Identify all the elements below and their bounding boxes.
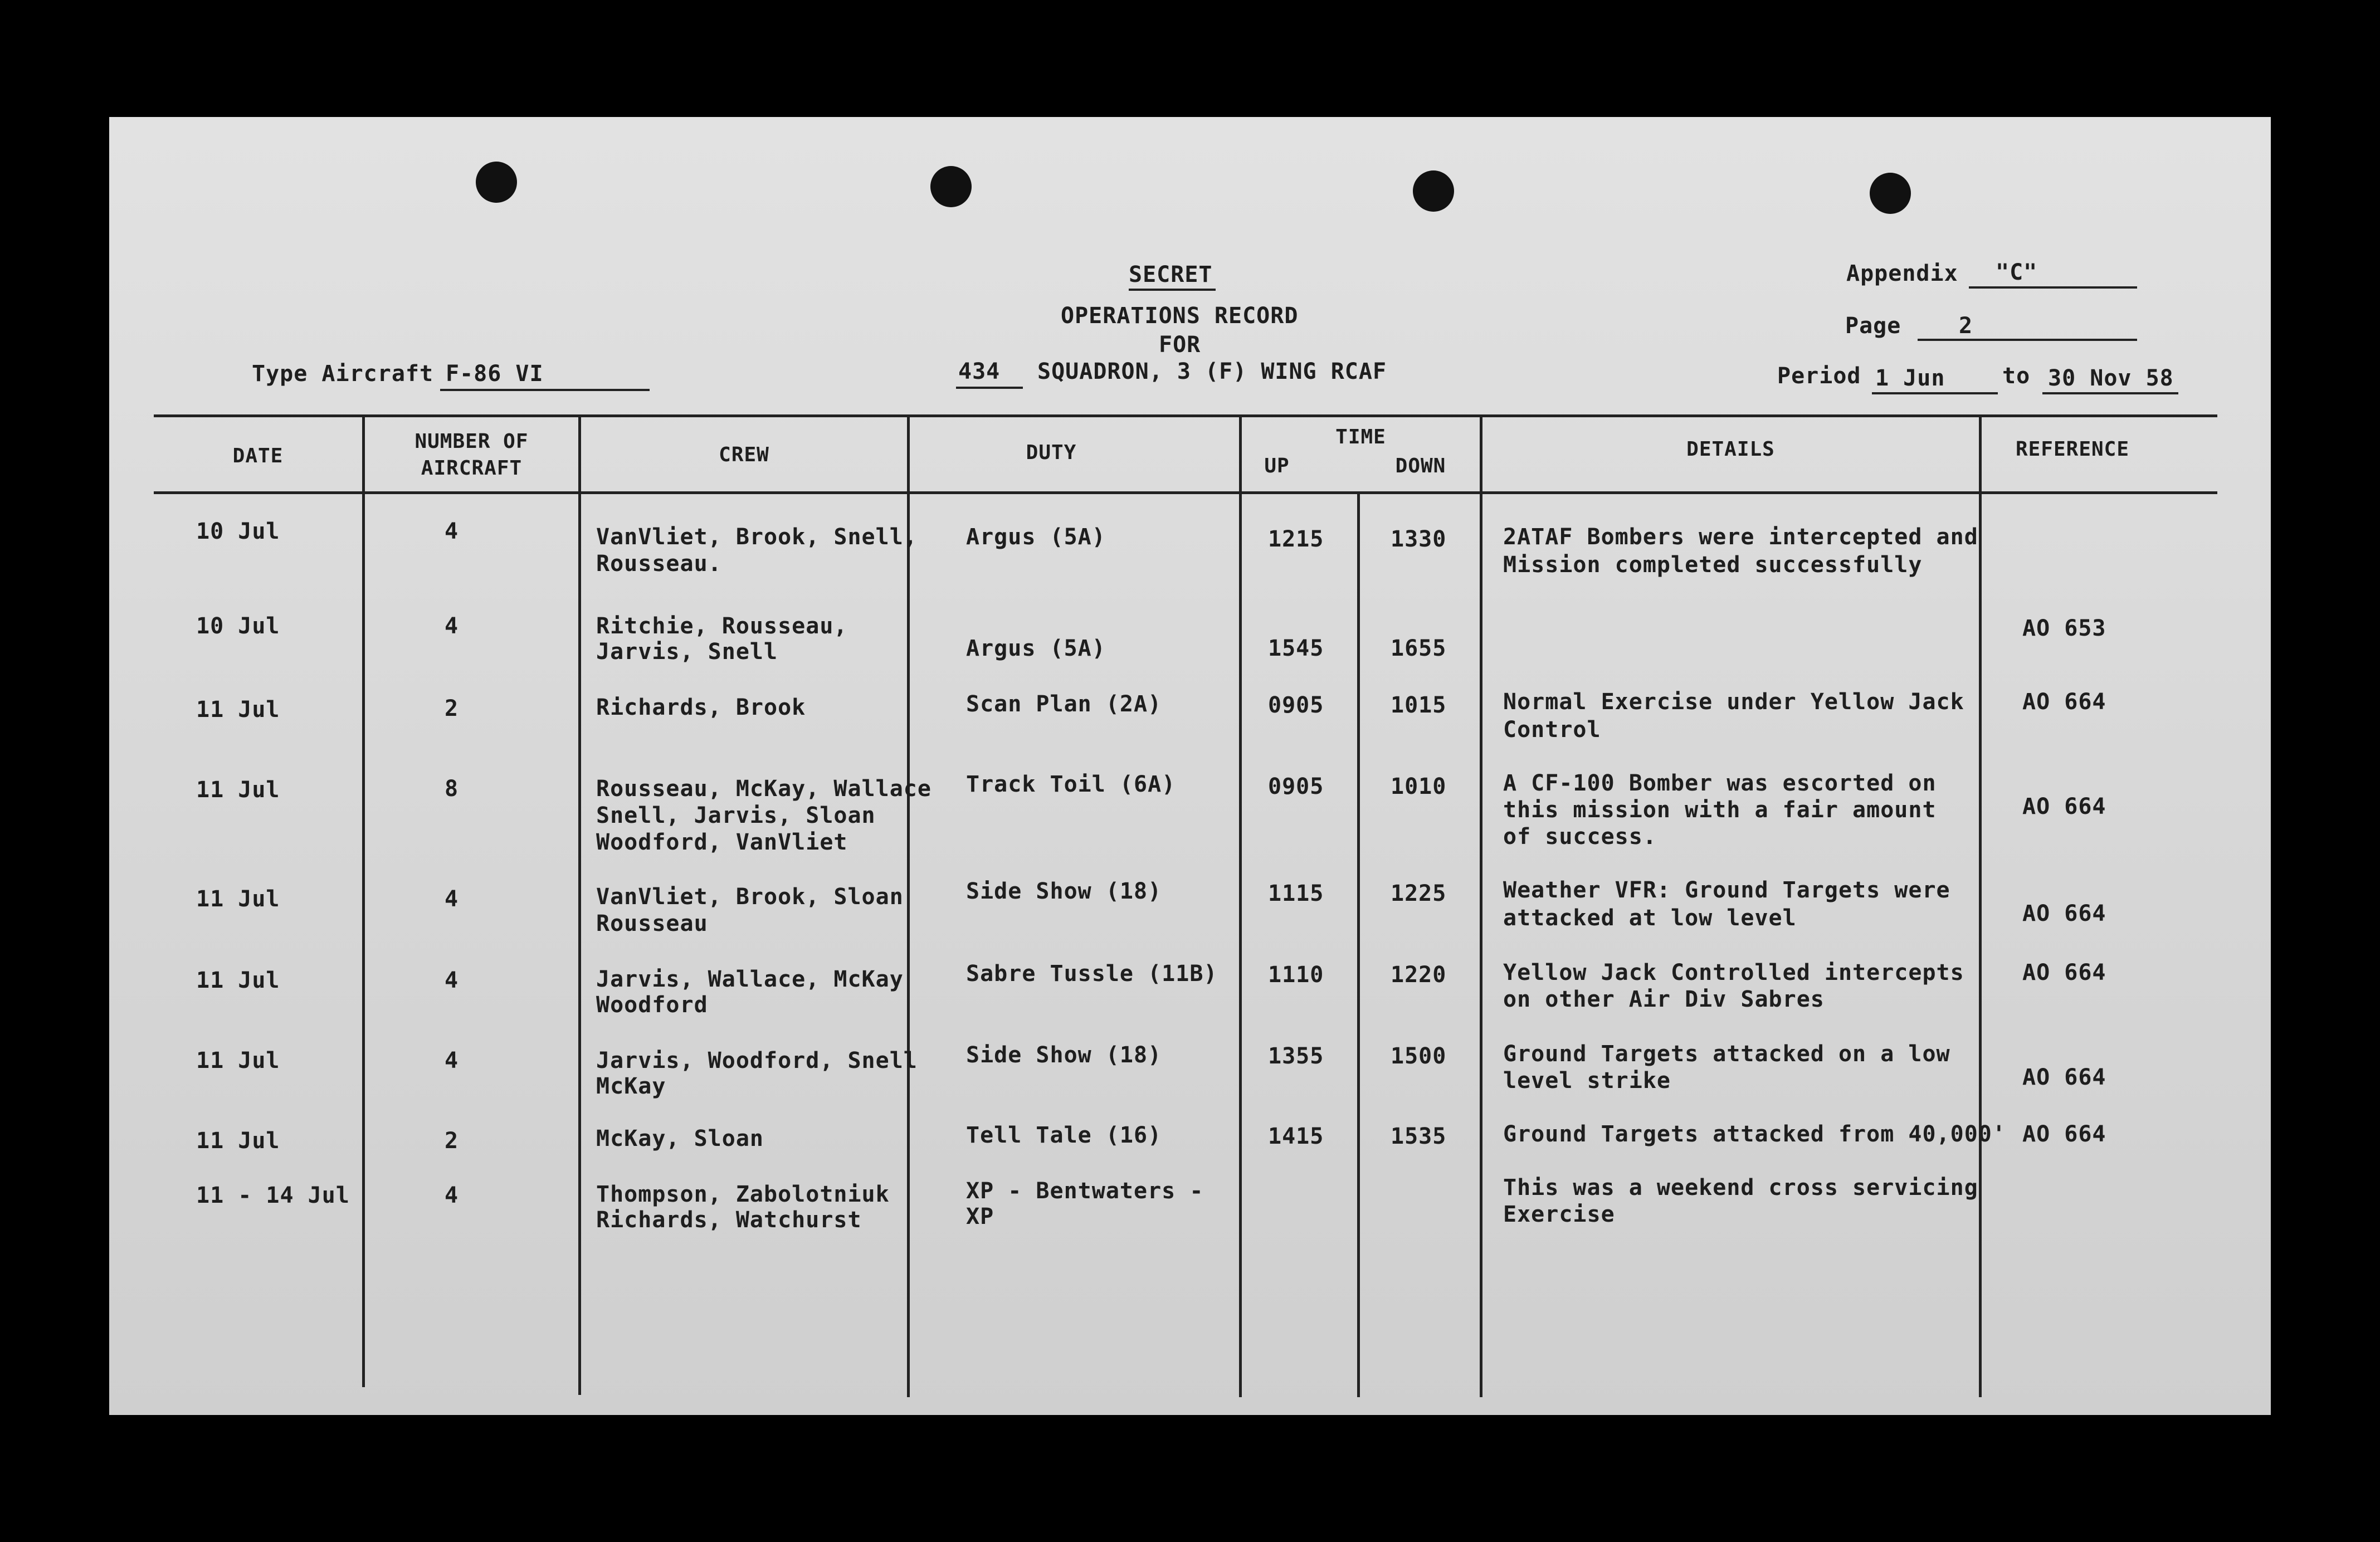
- period-label: Period: [1777, 363, 1861, 389]
- row-time-down: 1220: [1391, 962, 1447, 988]
- header-crew: CREW: [719, 443, 769, 466]
- row-duty: Sabre Tussle (11B): [966, 961, 1218, 987]
- row-details-line: this mission with a fair amount: [1503, 797, 1937, 823]
- row-duty: Argus (5A): [966, 636, 1106, 661]
- row-crew-line: Rousseau, McKay, Wallace: [596, 776, 931, 802]
- row-details-line: Normal Exercise under Yellow Jack: [1503, 689, 1964, 715]
- row-date: 11 Jul: [196, 968, 280, 993]
- column-divider: [1979, 414, 1982, 1397]
- row-details-line: Yellow Jack Controlled intercepts: [1503, 960, 1964, 985]
- row-time-down: 1500: [1391, 1043, 1447, 1069]
- page-underline: [1918, 339, 2137, 341]
- row-reference: AO 653: [2022, 616, 2106, 641]
- page-value: 2: [1959, 313, 1973, 339]
- header-number-line1: NUMBER OF: [414, 430, 529, 453]
- period-to-label: to: [2002, 363, 2031, 389]
- squadron-number: 434: [958, 359, 1001, 384]
- row-time-down: 1655: [1391, 636, 1447, 661]
- row-crew-line: Woodford, VanVliet: [596, 829, 848, 855]
- row-crew-line: Woodford: [596, 992, 708, 1018]
- row-date: 10 Jul: [196, 519, 280, 544]
- row-time-down: 1535: [1391, 1124, 1447, 1149]
- row-reference: AO 664: [2022, 1065, 2106, 1090]
- period-to: 30 Nov 58: [2048, 365, 2174, 391]
- column-divider: [1239, 414, 1242, 1397]
- appendix-underline: [1969, 286, 2137, 289]
- row-duty: XP - Bentwaters -: [966, 1178, 1204, 1204]
- row-aircraft-count: 2: [445, 1128, 459, 1154]
- row-duty: Scan Plan (2A): [966, 691, 1162, 717]
- row-duty: XP: [966, 1204, 994, 1229]
- row-crew-line: Snell, Jarvis, Sloan: [596, 803, 876, 828]
- punch-hole: [930, 166, 972, 207]
- header-details: DETAILS: [1686, 438, 1775, 461]
- row-duty: Argus (5A): [966, 524, 1106, 550]
- row-crew-line: Richards, Brook: [596, 695, 806, 720]
- row-crew-line: Jarvis, Woodford, Snell: [596, 1048, 918, 1073]
- column-divider: [362, 414, 365, 1387]
- column-divider: [1357, 491, 1360, 1397]
- table-header-rule: [154, 491, 2217, 494]
- row-aircraft-count: 4: [445, 886, 459, 912]
- row-crew-line: Rousseau: [596, 911, 708, 936]
- page-label: Page: [1845, 313, 1901, 339]
- appendix-label: Appendix: [1846, 261, 1958, 286]
- period-to-underline: [2042, 392, 2178, 394]
- row-details-line: Ground Targets attacked from 40,000': [1503, 1121, 2006, 1147]
- row-time-up: 1415: [1268, 1124, 1324, 1149]
- header-duty: DUTY: [1026, 441, 1077, 464]
- row-crew-line: Jarvis, Wallace, McKay: [596, 967, 904, 992]
- row-date: 11 Jul: [196, 777, 280, 803]
- row-details-line: A CF-100 Bomber was escorted on: [1503, 770, 1937, 796]
- row-time-up: 1545: [1268, 636, 1324, 661]
- row-reference: AO 664: [2022, 1121, 2106, 1147]
- row-aircraft-count: 4: [445, 613, 459, 639]
- row-time-up: 1355: [1268, 1043, 1324, 1069]
- column-divider: [907, 414, 910, 1397]
- row-date: 11 - 14 Jul: [196, 1183, 350, 1208]
- row-time-up: 1215: [1268, 526, 1324, 552]
- row-aircraft-count: 4: [445, 1048, 459, 1073]
- row-crew-line: McKay, Sloan: [596, 1126, 764, 1151]
- header-down: DOWN: [1395, 455, 1446, 477]
- classification-underline: [1129, 289, 1216, 291]
- row-time-up: 1110: [1268, 962, 1324, 988]
- row-details-line: Weather VFR: Ground Targets were: [1503, 877, 1950, 903]
- header-up: UP: [1264, 455, 1290, 477]
- row-crew-line: Rousseau.: [596, 551, 722, 577]
- period-from: 1 Jun: [1875, 365, 1945, 391]
- row-details-line: of success.: [1503, 824, 1657, 850]
- row-aircraft-count: 4: [445, 1183, 459, 1208]
- header-number-line2: AIRCRAFT: [421, 457, 523, 480]
- record-for: FOR: [1159, 332, 1201, 358]
- row-date: 11 Jul: [196, 697, 280, 723]
- period-from-underline: [1872, 392, 1998, 394]
- row-details-line: Exercise: [1503, 1202, 1615, 1227]
- row-crew-line: Thompson, Zabolotniuk: [596, 1182, 890, 1207]
- row-details-line: level strike: [1503, 1068, 1671, 1094]
- row-duty: Track Toil (6A): [966, 772, 1176, 797]
- row-duty: Tell Tale (16): [966, 1123, 1162, 1148]
- punch-hole: [476, 162, 517, 203]
- row-time-down: 1015: [1391, 692, 1447, 718]
- row-time-up: 1115: [1268, 881, 1324, 906]
- row-crew-line: VanVliet, Brook, Snell,: [596, 524, 918, 550]
- row-details-line: Control: [1503, 717, 1601, 743]
- row-details-line: on other Air Div Sabres: [1503, 987, 1825, 1012]
- type-aircraft-underline: [440, 389, 650, 391]
- column-divider: [1480, 414, 1482, 1397]
- column-divider: [578, 414, 581, 1395]
- record-title: OPERATIONS RECORD: [1061, 303, 1299, 329]
- punch-hole: [1870, 173, 1911, 214]
- row-aircraft-count: 4: [445, 968, 459, 993]
- row-aircraft-count: 8: [445, 776, 459, 802]
- appendix-value: "C": [1996, 260, 2038, 285]
- row-time-down: 1330: [1391, 526, 1447, 552]
- row-crew-line: Ritchie, Rousseau,: [596, 613, 848, 639]
- row-crew-line: Richards, Watchurst: [596, 1207, 862, 1233]
- row-time-down: 1010: [1391, 774, 1447, 799]
- row-details-line: Ground Targets attacked on a low: [1503, 1041, 1950, 1067]
- row-aircraft-count: 2: [445, 696, 459, 721]
- header-reference: REFERENCE: [2015, 438, 2130, 461]
- row-aircraft-count: 4: [445, 519, 459, 544]
- type-aircraft-value: F-86 VI: [446, 361, 544, 387]
- table-top-rule: [154, 414, 2217, 417]
- row-duty: Side Show (18): [966, 1042, 1162, 1068]
- row-reference: AO 664: [2022, 689, 2106, 715]
- row-details-line: Mission completed successfully: [1503, 552, 1923, 578]
- type-aircraft-label: Type Aircraft: [252, 361, 434, 387]
- row-crew-line: McKay: [596, 1073, 666, 1099]
- row-details-line: This was a weekend cross servicing: [1503, 1175, 1978, 1201]
- header-date: DATE: [232, 445, 284, 467]
- row-crew-line: VanVliet, Brook, Sloan: [596, 884, 904, 910]
- squadron-number-underline: [956, 387, 1023, 389]
- row-date: 11 Jul: [196, 1048, 280, 1073]
- row-reference: AO 664: [2022, 794, 2106, 819]
- punch-hole: [1413, 170, 1454, 212]
- row-time-down: 1225: [1391, 881, 1447, 906]
- squadron-label: SQUADRON, 3 (F) WING RCAF: [1037, 359, 1387, 384]
- row-reference: AO 664: [2022, 960, 2106, 985]
- row-crew-line: Jarvis, Snell: [596, 639, 778, 665]
- row-reference: AO 664: [2022, 901, 2106, 926]
- classification-label: SECRET: [1129, 262, 1213, 287]
- row-details-line: 2ATAF Bombers were intercepted and: [1503, 524, 1978, 550]
- row-date: 11 Jul: [196, 1128, 280, 1154]
- header-time: TIME: [1335, 426, 1386, 448]
- row-details-line: attacked at low level: [1503, 905, 1797, 931]
- row-duty: Side Show (18): [966, 879, 1162, 904]
- row-time-up: 0905: [1268, 774, 1324, 799]
- row-date: 10 Jul: [196, 613, 280, 639]
- row-time-up: 0905: [1268, 692, 1324, 718]
- row-date: 11 Jul: [196, 886, 280, 912]
